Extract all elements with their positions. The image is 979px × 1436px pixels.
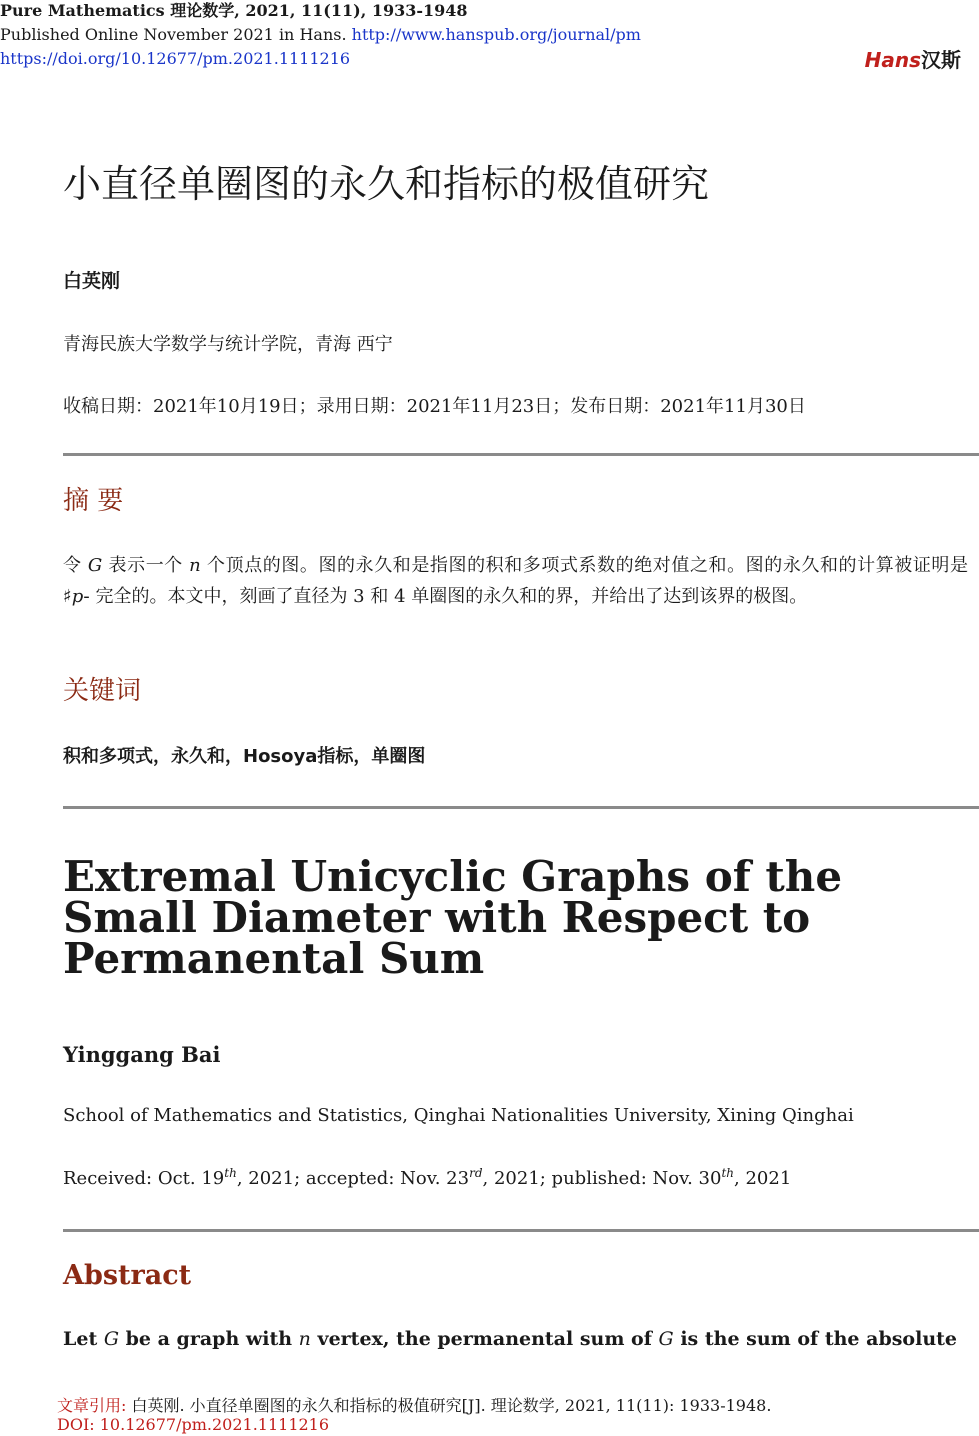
cn-abstract-text: 个顶点的图。图的永久和是指图的积和多项式系数的绝对值之和。图的永久和的计算被证明是 [200, 555, 968, 576]
en-abstract-heading: Abstract [63, 1260, 192, 1291]
hans-logo-latin: Hans [864, 48, 921, 72]
en-dates-text: , 2021; published: Nov. 30 [482, 1168, 722, 1189]
cn-abstract [63, 550, 968, 612]
cn-abstract-heading: 摘 要 [63, 486, 124, 516]
math-symbol: ♯p [63, 586, 84, 607]
en-dates-sup: th [721, 1166, 735, 1180]
journal-line: Pure Mathematics 理论数学, 2021, 11(11), 1933-1948 [0, 1, 468, 20]
cn-keywords: 积和多项式，永久和，Hosoya指标，单圈图 [63, 746, 426, 767]
en-abstract [63, 1328, 968, 1350]
doi-url-link[interactable]: https://doi.org/10.12677/pm.2021.1111216 [0, 49, 351, 68]
en-dates-text: , 2021; accepted: Nov. 23 [236, 1168, 470, 1189]
doi-label[interactable]: DOI: 10.12677/pm.2021.1111216 [57, 1415, 330, 1434]
math-symbol: n [189, 555, 201, 576]
math-symbol: n [298, 1328, 311, 1350]
cn-abstract-text: 和 [364, 586, 395, 607]
divider [63, 453, 979, 456]
cn-author: 白英刚 [63, 270, 121, 292]
en-dates-sup: th [224, 1166, 237, 1180]
en-abstract-text: be a graph with [119, 1328, 299, 1350]
math-symbol: G [87, 555, 103, 576]
en-abstract-text: Let [63, 1328, 104, 1350]
cn-dates: 收稿日期：2021年10月19日；录用日期：2021年11月23日；发布日期：2021年11月30日 [63, 396, 806, 417]
hans-logo-cn: 汉斯 [921, 48, 961, 72]
en-dates-text: , 2021 [734, 1168, 792, 1189]
cn-abstract-text: 令 [63, 555, 88, 576]
cn-keywords-heading: 关键词 [63, 676, 142, 706]
cn-abstract-text: 单圈图的永久和的界，并给出了达到该界的极图。 [405, 586, 808, 607]
divider [63, 806, 979, 809]
en-dates [63, 1166, 791, 1189]
citation-label: 文章引用: [57, 1396, 127, 1415]
hans-logo [865, 44, 961, 73]
journal-url-link[interactable]: http://www.hanspub.org/journal/pm [351, 25, 641, 44]
en-dates-sup: rd [469, 1166, 483, 1180]
citation-line [57, 1393, 771, 1416]
cn-affiliation: 青海民族大学数学与统计学院，青海 西宁 [63, 334, 393, 355]
math-symbol: G [103, 1328, 120, 1350]
published-text: Published Online November 2021 in Hans. [0, 25, 347, 44]
citation-text: 白英刚. 小直径单圈图的永久和指标的极值研究[J]. 理论数学, 2021, 11(11): 1933-1948. [131, 1396, 772, 1415]
en-title: Extremal Unicyclic Graphs of the Small Diameter with Respect to Permanental Sum [63, 852, 843, 983]
cn-abstract-text: - 完全的。本文中，刻画了直径为 [83, 586, 354, 607]
en-dates-text: Received: Oct. 19 [63, 1168, 225, 1189]
en-author: Yinggang Bai [63, 1042, 221, 1067]
published-line [0, 24, 641, 46]
divider [63, 1229, 979, 1232]
math-symbol: 3 [353, 586, 365, 607]
math-symbol: G [658, 1328, 674, 1350]
en-abstract-text: is the sum of the absolute [673, 1328, 958, 1350]
math-symbol: 4 [394, 586, 406, 607]
cn-abstract-text: 表示一个 [102, 555, 190, 576]
en-affiliation: School of Mathematics and Statistics, Qinghai Nationalities University, Xining Qinghai [63, 1105, 854, 1126]
en-abstract-text: vertex, the permanental sum of [310, 1328, 659, 1350]
cn-title: 小直径单圈图的永久和指标的极值研究 [63, 162, 710, 206]
